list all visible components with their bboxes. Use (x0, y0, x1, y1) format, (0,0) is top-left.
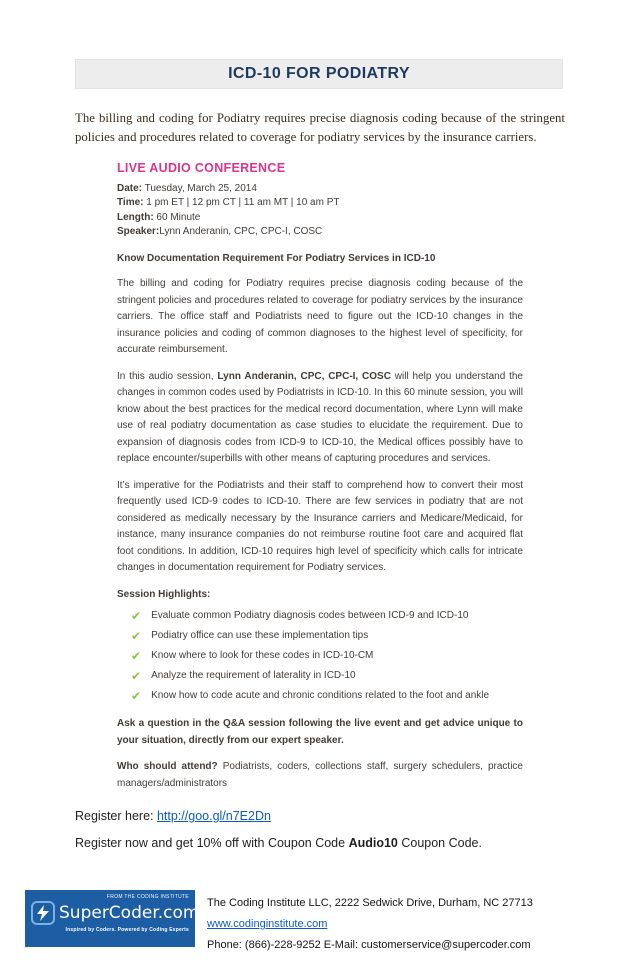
page-title-bar (75, 59, 563, 89)
highlight-text: Podiatry office can use these implementation tips (151, 630, 369, 642)
list-item (131, 610, 523, 622)
highlight-text: Know where to look for these codes in ICD-10-CM (151, 650, 374, 662)
speaker-label: Speaker: (117, 226, 160, 238)
page-title: ICD-10 FOR PODIATRY (228, 65, 410, 82)
register-here-label: Register here: (75, 809, 157, 824)
time-label: Time: (117, 197, 144, 209)
intro-paragraph: The billing and coding for Podiatry requires precise diagnosis coding because of the stringent policies and procedures related to coverage for podiatry services by the insurance carriers. (75, 111, 565, 144)
highlight-text: Analyze the requirement of laterality in ICD-10 (151, 670, 356, 682)
coupon-code: Audio10 (348, 836, 398, 851)
paragraph-2-text-cont: will help you understand the changes in common codes used by Podiatrists in ICD-10. In this 60 minute session, you will know about the best practices for the medical record documentation, where Lynn will make use of real podiatry documentation as case studies to elucidate the requirement. Due to expansion of diagnosis codes from ICD-9 to ICD-10, the Medical offices possibly have to replace encounter/superbills with other means of capturing procedures and services. (117, 370, 523, 465)
highlight-text: Evaluate common Podiatry diagnosis codes between ICD-9 and ICD-10 (151, 610, 469, 622)
footer-contact (207, 893, 632, 956)
conference-subject: Know Documentation Requirement For Podiatry Services in ICD-10 (117, 252, 436, 264)
register-link[interactable]: http://goo.gl/n7E2Dn (156, 809, 271, 824)
conference-flyer (117, 160, 523, 792)
coupon-text: Register now and get 10% off with Coupon Code (75, 836, 349, 851)
length-value: 60 Minute (153, 211, 201, 223)
checkmark-icon: ✔ (131, 649, 142, 664)
checkmark-icon: ✔ (131, 629, 142, 644)
list-item (131, 630, 523, 642)
who-should-attend (117, 759, 523, 792)
highlight-text: Know how to code acute and chronic conditions related to the foot and ankle (151, 690, 490, 702)
footer-address: The Coding Institute LLC, 2222 Sedwick Drive, Durham, NC 27713 (207, 897, 533, 909)
codinginstitute-link[interactable]: www.codinginstitute.com (207, 918, 328, 930)
who-should-attend-label: Who should attend? (117, 761, 218, 773)
conference-paragraph-1: The billing and coding for Podiatry requires precise diagnosis coding because of the stringent policies and procedures related to coverage for podiatry services by the insurance carriers. The office staff and Podiatrists need to figure out the ICD-10 changes in the insurance policies and coding of common diagnoses to the highest level of specificity, for accurate reimbursement. (117, 278, 523, 356)
time-value: 1 pm ET | 12 pm CT | 11 am MT | 10 am PT (143, 197, 340, 209)
conference-date (117, 182, 523, 197)
logo-tagline: Inspired by Coders. Powered by Coding Experts (65, 927, 189, 933)
list-item (131, 670, 523, 682)
date-label: Date: (117, 182, 143, 194)
speaker-name-bold: Lynn Anderanin, CPC, CPC-I, COSC (217, 370, 391, 382)
conference-paragraph-2 (117, 369, 523, 468)
register-section (75, 808, 638, 851)
supercoder-logo (25, 890, 206, 947)
register-here-line (75, 808, 638, 824)
brand-text: SuperCoder.com (59, 903, 200, 923)
conference-time (117, 196, 523, 211)
list-item (131, 650, 523, 662)
footer (0, 885, 638, 955)
checkmark-icon: ✔ (131, 669, 142, 684)
conference-heading: LIVE AUDIO CONFERENCE (117, 161, 286, 176)
conference-speaker (117, 225, 523, 240)
session-highlights-heading: Session Highlights: (117, 588, 211, 600)
footer-phone-line: Phone: (866)-228-9252 E-Mail: customerservice@supercoder.com (207, 939, 531, 951)
qa-note: Ask a question in the Q&A session following the live event and get advice unique to your situation, directly from our expert speaker. (117, 718, 523, 746)
who-should-attend-text: Podiatrists, coders, collections staff, surgery schedulers, practice managers/administrators (117, 761, 523, 789)
conference-length (117, 211, 523, 226)
speaker-value: Lynn Anderanin, CPC, CPC-I, COSC (159, 226, 323, 238)
date-value: Tuesday, March 25, 2014 (142, 182, 257, 194)
conference-paragraph-3: It’s imperative for the Podiatrists and their staff to comprehend how to convert their most frequently used ICD-9 codes to ICD-10. There are few services in podiatry that are not considered as medically necessary by the Insurance carriers and Medicare/Medicaid, for instance, many insurance companies do not reimburse routine foot care and acquired flat foot conditions. In addition, ICD-10 requires high level of specificity which calls for intricate changes in documentation requirement for Podiatry services. (117, 479, 523, 574)
checkmark-icon: ✔ (131, 609, 142, 624)
checkmark-icon: ✔ (131, 689, 142, 704)
paragraph-2-text: In this audio session, (117, 370, 218, 382)
logo-top-text: FROM THE CODING INSTITUTE (106, 894, 189, 900)
list-item (131, 690, 523, 702)
lightning-bolt-icon (31, 901, 55, 925)
coupon-text-cont: Coupon Code. (397, 836, 482, 851)
length-label: Length: (117, 211, 154, 223)
session-highlights-list (117, 610, 523, 702)
brand-wordmark (59, 903, 205, 923)
trademark-mark: ™ (199, 906, 206, 914)
footer-address-line (207, 893, 632, 935)
register-coupon-line (75, 835, 638, 851)
